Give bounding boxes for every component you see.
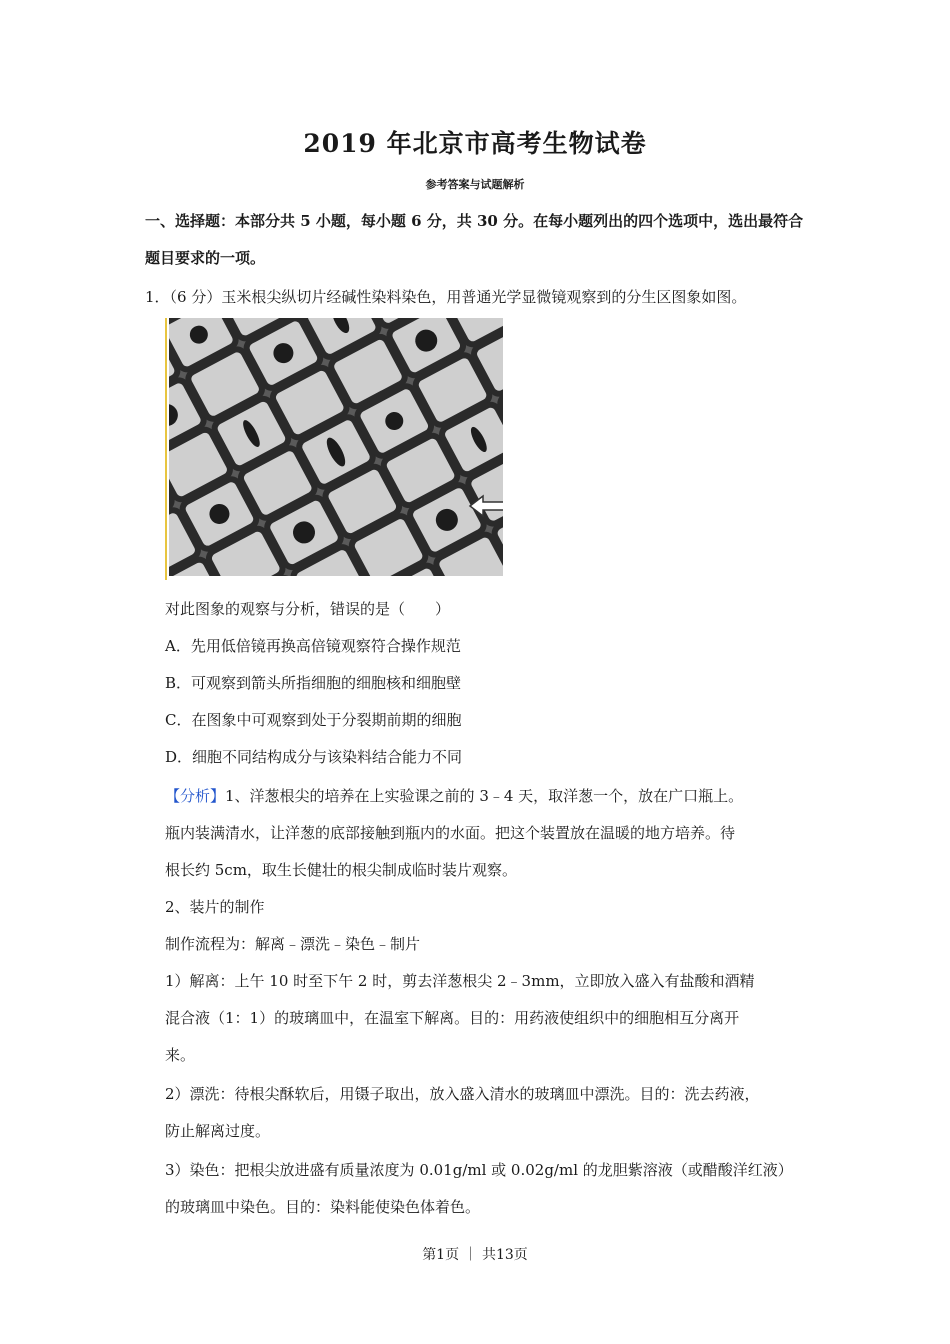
- section-heading: 一、选择题：本部分共 5 小题，每小题 6 分，共 30 分。在每小题列出的四个选项中，选出最符合题目要求的一项。: [145, 212, 804, 267]
- analysis-text-1: 1、洋葱根尖的培养在上实验课之前的 3﹣4 天，取洋葱一个，放在广口瓶上。: [225, 787, 744, 805]
- analysis-line-12: 的玻璃皿中染色。目的：染料能使染色体着色。: [165, 1198, 481, 1216]
- option-c: C．在图象中可观察到处于分裂期前期的细胞: [165, 711, 462, 729]
- analysis-line-3: 根长约 5cm，取生长健壮的根尖制成临时装片观察。: [165, 861, 517, 879]
- page-subtitle: 参考答案与试题解析: [425, 178, 525, 191]
- analysis-line-5: 制作流程为：解离﹣漂洗﹣染色﹣制片: [165, 935, 421, 953]
- analysis-line-4: 2、装片的制作: [165, 898, 265, 916]
- option-a: A．先用低倍镜再换高倍镜观察符合操作规范: [165, 637, 461, 655]
- root-tip-micrograph: [165, 318, 520, 580]
- analysis-tag: 【分析】: [165, 787, 226, 805]
- page-footer: 第1页 ｜ 共13页: [422, 1247, 528, 1263]
- question-1-stem: 1．（6 分）玉米根尖纵切片经碱性染料染色，用普通光学显微镜观察到的分生区图象如图。: [145, 288, 747, 306]
- micrograph-figure: [165, 318, 520, 580]
- analysis-line-11: 3）染色：把根尖放进盛有质量浓度为 0.01g/ml 或 0.02g/ml 的龙胆紫溶液（或醋酸洋红液）: [165, 1161, 793, 1179]
- figure-margin-bar: [165, 318, 167, 580]
- analysis-line-9: 2）漂洗：待根尖酥软后，用镊子取出，放入盛入清水的玻璃皿中漂洗。目的：洗去药液，: [165, 1085, 760, 1103]
- analysis-line-1: [165, 785, 743, 806]
- page-title: 2019 年北京市高考生物试卷: [303, 129, 647, 158]
- analysis-line-2: 瓶内装满清水，让洋葱的底部接触到瓶内的水面。把这个装置放在温暖的地方培养。待: [165, 824, 736, 842]
- analysis-line-10: 防止解离过度。: [165, 1122, 271, 1140]
- analysis-line-6: 1）解离：上午 10 时至下午 2 时，剪去洋葱根尖 2﹣3mm，立即放入盛入有盐酸和酒精: [165, 972, 755, 990]
- option-b: B．可观察到箭头所指细胞的细胞核和细胞壁: [165, 674, 462, 692]
- question-1-prompt: 对此图象的观察与分析，错误的是（ ）: [165, 600, 451, 618]
- analysis-line-8: 来。: [165, 1046, 196, 1064]
- analysis-line-7: 混合液（1：1）的玻璃皿中，在温室下解离。目的：用药液使组织中的细胞相互分离开: [165, 1009, 740, 1027]
- option-d: D．细胞不同结构成分与该染料结合能力不同: [165, 748, 463, 766]
